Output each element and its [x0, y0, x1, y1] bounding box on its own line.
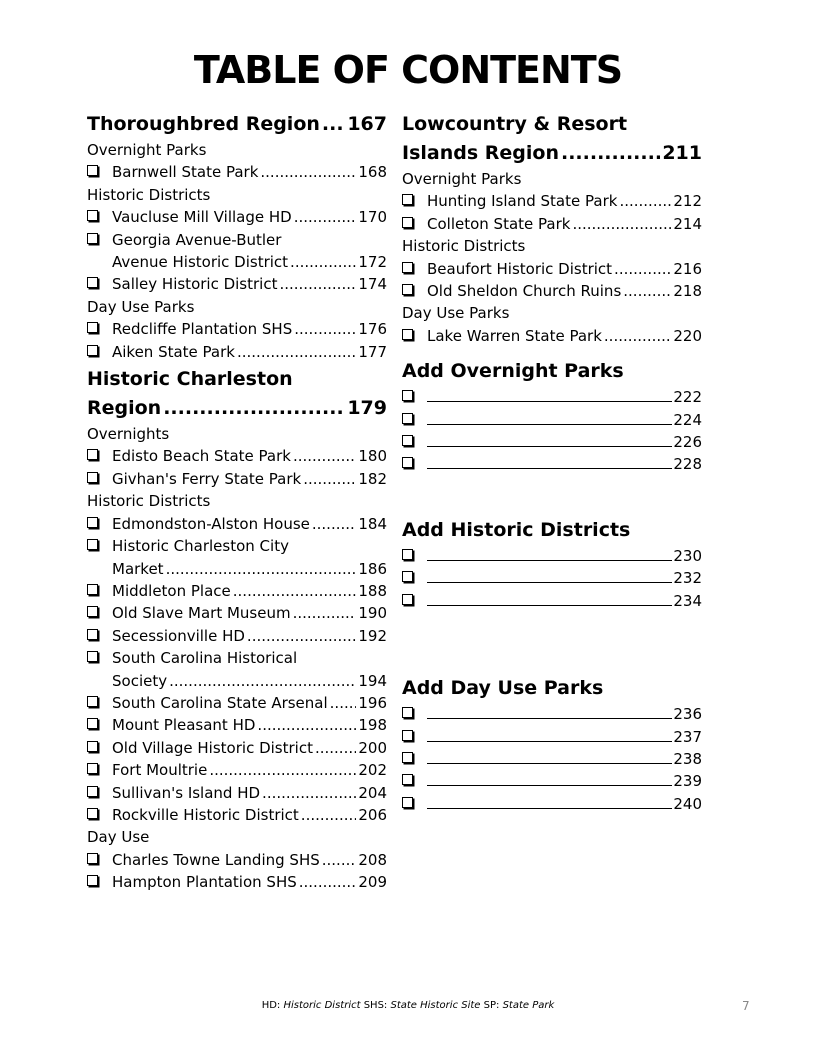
- checkbox[interactable]: [87, 763, 98, 774]
- region-heading-charleston-line1: Historic Charleston: [87, 368, 293, 391]
- checkbox[interactable]: [87, 165, 98, 176]
- checkbox[interactable]: [87, 808, 98, 819]
- subsection-overnight-parks: Overnight Parks: [87, 141, 207, 159]
- toc-entry: Mount Pleasant HD ..... 198: [87, 714, 387, 736]
- add-historic-heading: Add Historic Districts: [402, 518, 631, 541]
- toc-entry: Sullivan's Island HD ..... 204: [87, 782, 387, 804]
- checkbox[interactable]: [87, 517, 98, 528]
- checkbox[interactable]: [87, 651, 98, 662]
- toc-entry: Edisto Beach State Park ..... 180: [87, 445, 387, 467]
- toc-entry: Salley Historic District ..... 174: [87, 273, 387, 295]
- toc-entry: Charles Towne Landing SHS ..... 208: [87, 849, 387, 871]
- checkbox[interactable]: [402, 730, 413, 741]
- write-in-line[interactable]: [427, 409, 672, 425]
- checkbox[interactable]: [87, 696, 98, 707]
- toc-entry: South Carolina Historical Society ..... 194: [87, 647, 387, 692]
- blank-entry: 232: [402, 567, 702, 589]
- toc-entry: Secessionville HD ..... 192: [87, 625, 387, 647]
- page-title: TABLE OF CONTENTS: [193, 48, 623, 92]
- checkbox[interactable]: [402, 390, 413, 401]
- blank-entry: 240: [402, 793, 702, 815]
- checkbox[interactable]: [402, 329, 413, 340]
- write-in-line[interactable]: [427, 748, 672, 764]
- toc-entry: Old Slave Mart Museum ..... 190: [87, 602, 387, 624]
- write-in-line[interactable]: [427, 590, 672, 606]
- checkbox[interactable]: [402, 549, 413, 560]
- checkbox[interactable]: [87, 606, 98, 617]
- subsection-day-use-parks: Day Use Parks: [402, 304, 510, 323]
- toc-entry: Beaufort Historic District ..... 216: [402, 258, 702, 280]
- blank-entry: 234: [402, 590, 702, 612]
- checkbox[interactable]: [402, 435, 413, 446]
- write-in-line[interactable]: [427, 567, 672, 583]
- add-overnight-heading: Add Overnight Parks: [402, 360, 624, 383]
- checkbox[interactable]: [402, 262, 413, 273]
- page-number: 7: [742, 999, 750, 1013]
- toc-entry: Fort Moultrie ..... 202: [87, 759, 387, 781]
- checkbox[interactable]: [402, 707, 413, 718]
- checkbox[interactable]: [87, 539, 98, 550]
- checkbox[interactable]: [402, 774, 413, 785]
- checkbox[interactable]: [402, 194, 413, 205]
- blank-entry: 222: [402, 386, 702, 408]
- checkbox[interactable]: [402, 413, 413, 424]
- subsection-day-use: Day Use: [87, 828, 150, 847]
- write-in-line[interactable]: [427, 703, 672, 719]
- checkbox[interactable]: [87, 322, 98, 333]
- toc-entry: Colleton State Park ..... 214: [402, 213, 702, 235]
- write-in-line[interactable]: [427, 386, 672, 402]
- toc-entry: Vaucluse Mill Village HD ..... 170: [87, 206, 387, 228]
- checkbox[interactable]: [402, 571, 413, 582]
- subsection-historic-districts: Historic Districts: [87, 185, 211, 204]
- checkbox[interactable]: [402, 284, 413, 295]
- toc-entry: Middleton Place ..... 188: [87, 580, 387, 602]
- checkbox[interactable]: [87, 741, 98, 752]
- subsection-overnights: Overnights: [87, 425, 170, 444]
- region-heading-lowcountry-line2: Islands Region ..... 211: [402, 139, 702, 168]
- checkbox[interactable]: [87, 449, 98, 460]
- toc-entry: Old Sheldon Church Ruins ..... 218: [402, 280, 702, 302]
- subsection-day-use-parks: Day Use Parks: [87, 297, 195, 316]
- checkbox[interactable]: [87, 584, 98, 595]
- toc-entry: Georgia Avenue-Butler Avenue Historic District ..... 172: [87, 229, 387, 274]
- checkbox[interactable]: [87, 786, 98, 797]
- toc-entry: Hampton Plantation SHS ..... 209: [87, 871, 387, 893]
- toc-entry: Redcliffe Plantation SHS ..... 176: [87, 318, 387, 340]
- toc-right-column: [402, 110, 702, 815]
- toc-entry: Edmondston-Alston House ..... 184: [87, 513, 387, 535]
- toc-entry: Rockville Historic District ..... 206: [87, 804, 387, 826]
- toc-entry: Old Village Historic District ..... 200: [87, 737, 387, 759]
- checkbox[interactable]: [402, 752, 413, 763]
- write-in-line[interactable]: [427, 793, 672, 809]
- checkbox[interactable]: [402, 797, 413, 808]
- checkbox[interactable]: [87, 853, 98, 864]
- subsection-overnight-parks: Overnight Parks: [402, 170, 522, 188]
- subsection-historic-districts: Historic Districts: [87, 492, 211, 511]
- subsection-historic-districts: Historic Districts: [402, 237, 526, 256]
- write-in-line[interactable]: [427, 431, 672, 447]
- region-heading-lowcountry-line1: Lowcountry & Resort: [402, 113, 628, 135]
- checkbox[interactable]: [402, 457, 413, 468]
- write-in-line[interactable]: [427, 453, 672, 469]
- toc-entry: South Carolina State Arsenal ..... 196: [87, 692, 387, 714]
- toc-entry: Lake Warren State Park ..... 220: [402, 325, 702, 347]
- checkbox[interactable]: [87, 629, 98, 640]
- blank-entry: 228: [402, 453, 702, 475]
- blank-entry: 238: [402, 748, 702, 770]
- checkbox[interactable]: [87, 345, 98, 356]
- checkbox[interactable]: [87, 472, 98, 483]
- checkbox[interactable]: [87, 875, 98, 886]
- blank-entry: 226: [402, 431, 702, 453]
- checkbox[interactable]: [402, 217, 413, 228]
- blank-entry: 237: [402, 726, 702, 748]
- blank-entry: 230: [402, 545, 702, 567]
- toc-entry: Barnwell State Park ..... 168: [87, 161, 387, 183]
- toc-entry: Historic Charleston City Market ..... 186: [87, 535, 387, 580]
- write-in-line[interactable]: [427, 770, 672, 786]
- checkbox[interactable]: [87, 718, 98, 729]
- blank-entry: 239: [402, 770, 702, 792]
- region-heading-charleston-line2: Region ..... 179: [87, 394, 387, 423]
- add-day-use-heading: Add Day Use Parks: [402, 677, 604, 700]
- blank-entry: 236: [402, 703, 702, 725]
- abbreviation-legend: HD: Historic District SHS: State Historic Site SP: State Park: [261, 1000, 555, 1011]
- blank-entry: 224: [402, 409, 702, 431]
- checkbox[interactable]: [87, 210, 98, 221]
- toc-left-column: [87, 110, 387, 894]
- toc-entry: Givhan's Ferry State Park ..... 182: [87, 468, 387, 490]
- toc-entry: Hunting Island State Park ..... 212: [402, 190, 702, 212]
- checkbox[interactable]: [402, 594, 413, 605]
- write-in-line[interactable]: [427, 726, 672, 742]
- toc-entry: Aiken State Park ..... 177: [87, 341, 387, 363]
- checkbox[interactable]: [87, 277, 98, 288]
- write-in-line[interactable]: [427, 545, 672, 561]
- checkbox[interactable]: [87, 233, 98, 244]
- region-heading-thoroughbred: Thoroughbred Region ..... 167: [87, 110, 387, 139]
